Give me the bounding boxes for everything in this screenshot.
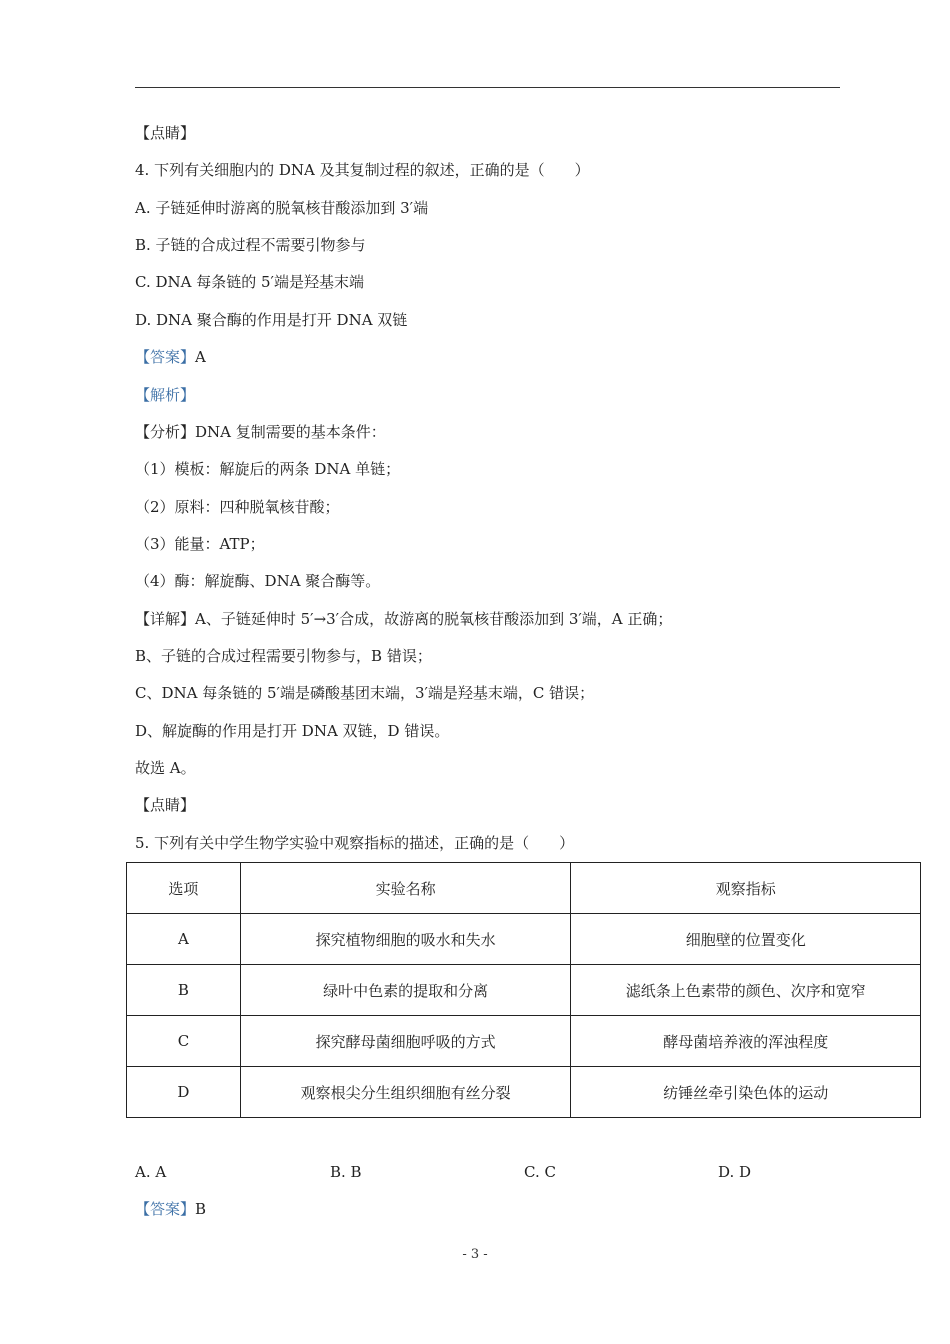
table-cell: 观察根尖分生组织细胞有丝分裂 (240, 1067, 571, 1118)
table-cell: D (127, 1067, 241, 1118)
table-cell: 滤纸条上色素带的颜色、次序和宽窄 (571, 965, 921, 1016)
table-cell: A (127, 914, 241, 965)
question-5-stem: 5. 下列有关中学生物学实验中观察指标的描述，正确的是（ ） (135, 834, 575, 852)
table-cell: 细胞壁的位置变化 (571, 914, 921, 965)
table-row (127, 914, 921, 965)
q5-option-b: B. B (330, 1163, 362, 1181)
point-heading-1: 【点睛】 (135, 124, 196, 142)
table-cell: 探究植物细胞的吸水和失水 (240, 914, 571, 965)
page-number: - 3 - (462, 1247, 488, 1262)
q4-detail-b: B、子链的合成过程需要引物参与，B 错误； (135, 647, 432, 665)
q5-option-a: A. A (135, 1163, 167, 1181)
table-row (127, 965, 921, 1016)
q4-analysis-heading: 【解析】 (135, 386, 196, 404)
q5-answer: 【答案】B (135, 1200, 207, 1218)
q5-option-c: C. C (524, 1163, 556, 1181)
table-cell: 探究酵母菌细胞呼吸的方式 (240, 1016, 571, 1067)
header-rule (135, 87, 840, 88)
q4-detail-d: D、解旋酶的作用是打开 DNA 双链，D 错误。 (135, 722, 450, 740)
q4-condition-1: （1）模板：解旋后的两条 DNA 单链； (135, 460, 401, 478)
q4-option-d: D. DNA 聚合酶的作用是打开 DNA 双链 (135, 311, 408, 329)
q4-condition-4: （4）酶：解旋酶、DNA 聚合酶等。 (135, 572, 381, 590)
table-header-cell: 观察指标 (571, 863, 921, 914)
point-heading-2: 【点睛】 (135, 796, 196, 814)
q4-detail-c: C、DNA 每条链的 5′端是磷酸基团末端，3′端是羟基末端，C 错误； (135, 684, 595, 702)
table-row (127, 1067, 921, 1118)
q4-conclusion: 故选 A。 (135, 759, 196, 777)
table-cell: 纺锤丝牵引染色体的运动 (571, 1067, 921, 1118)
table-cell: B (127, 965, 241, 1016)
table-header-cell: 选项 (127, 863, 241, 914)
table-cell: C (127, 1016, 241, 1067)
q4-analysis-intro: 【分析】DNA 复制需要的基本条件： (135, 423, 386, 441)
q4-option-a: A. 子链延伸时游离的脱氧核苷酸添加到 3′端 (135, 199, 429, 217)
q4-condition-2: （2）原料：四种脱氧核苷酸； (135, 498, 340, 516)
observation-table (126, 862, 921, 1118)
q5-option-d: D. D (718, 1163, 752, 1181)
table-row (127, 1016, 921, 1067)
table-header-row (127, 863, 921, 914)
table-cell: 酵母菌培养液的浑浊程度 (571, 1016, 921, 1067)
q4-detail-a: 【详解】A、子链延伸时 5′→3′合成，故游离的脱氧核苷酸添加到 3′端，A 正确； (135, 610, 673, 628)
q4-option-c: C. DNA 每条链的 5′端是羟基末端 (135, 273, 364, 291)
q4-answer: 【答案】A (135, 348, 206, 366)
table-header-cell: 实验名称 (240, 863, 571, 914)
question-4-stem: 4. 下列有关细胞内的 DNA 及其复制过程的叙述，正确的是（ ） (135, 161, 590, 179)
q4-condition-3: （3）能量：ATP； (135, 535, 265, 553)
table-cell: 绿叶中色素的提取和分离 (240, 965, 571, 1016)
q4-option-b: B. 子链的合成过程不需要引物参与 (135, 236, 366, 254)
q5-options (0, 1161, 950, 1183)
